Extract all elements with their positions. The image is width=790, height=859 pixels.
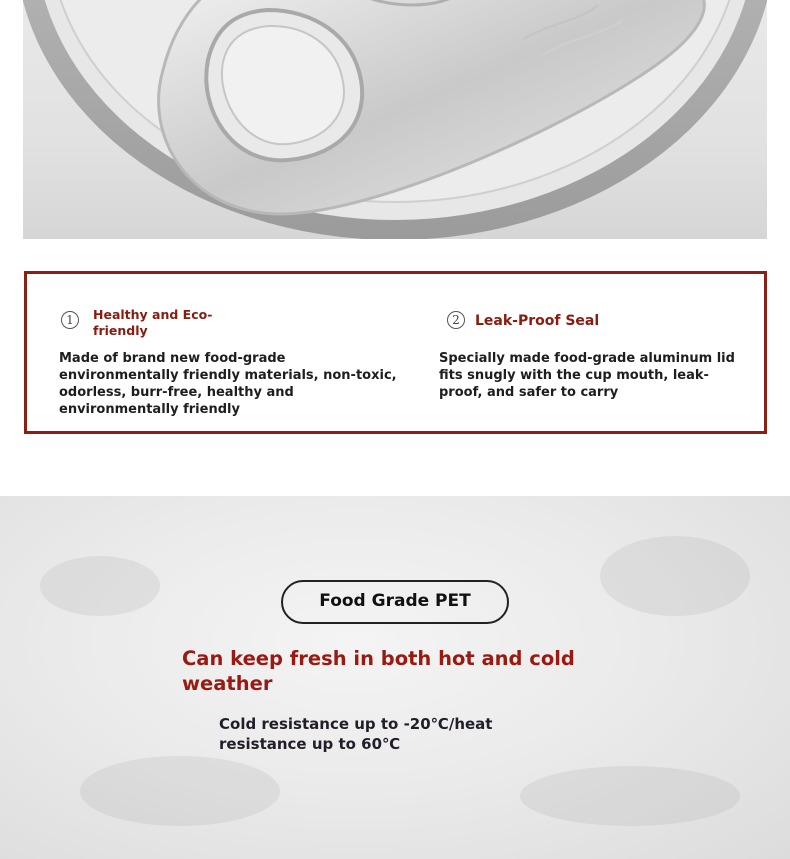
section-headline: Can keep fresh in both hot and cold weather [182,647,575,695]
texture-spot [520,766,740,826]
food-grade-badge: Food Grade PET [281,580,509,624]
texture-spot [80,756,280,826]
temperature-resistance-text: Cold resistance up to -20℃/heat resistance up to 60℃ [219,715,493,753]
feature-description: Made of brand new food-grade environmentally friendly materials, non-toxic, odorless, burr-free, healthy and environmentally friendly [59,351,397,417]
texture-spot [40,556,160,616]
pull-tab-lid-illustration [23,0,767,239]
lid-product-photo [23,0,767,239]
feature-title: Leak-Proof Seal [475,313,600,329]
feature-description: Specially made food-grade aluminum lid fits snugly with the cup mouth, leak-proof, and safer to carry [439,351,735,400]
feature-number-badge: 1 [61,311,79,329]
texture-spot [600,536,750,616]
feature-number-badge: 2 [447,311,465,329]
features-box [24,271,767,434]
feature-title: Healthy and Eco-friendly [93,307,213,338]
food-grade-section [0,496,790,859]
